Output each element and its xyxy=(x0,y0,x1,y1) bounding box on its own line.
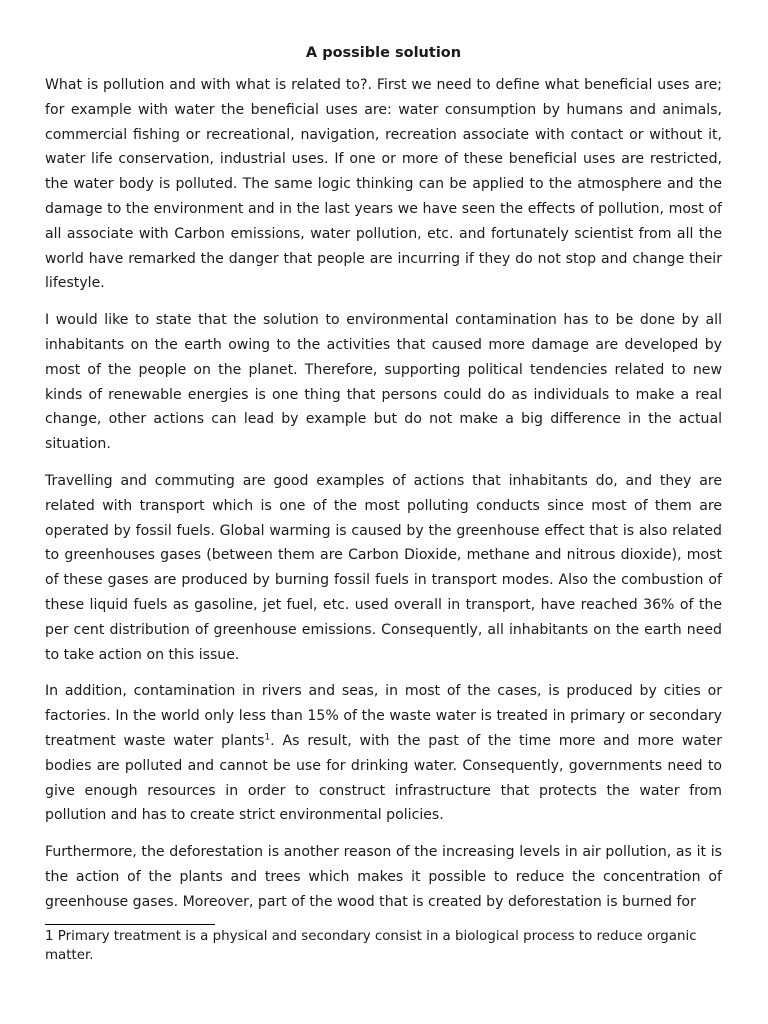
paragraph-text-after-ref: . As result, with the past of the time more and more water bodies are polluted and cannot be use for drinking water. Consequently, governments need to give enough resources in order to construct infrastructure that protects the water from pollution and has to create strict environmental policies. xyxy=(45,732,722,824)
paragraph-transport: Travelling and commuting are good examples of actions that inhabitants do, and they are related with transport which is one of the most polluting conducts since most of them are operated by fossil fuels. Global warming is caused by the greenhouse effect that is also related to greenhouses gases (between them are Carbon Dioxide, methane and nitrous dioxide), most of these gases are produced by burning fossil fuels in transport modes. Also the combustion of these liquid fuels as gasoline, jet fuel, etc. used overall in transport, have reached 36% of the per cent distribution of greenhouse emissions. Consequently, all inhabitants on the earth need to take action on this issue. xyxy=(45,472,722,663)
paragraph-water-contamination xyxy=(45,679,722,828)
paragraph-pollution-definition: What is pollution and with what is related to?. First we need to define what beneficial uses are; for example with water the beneficial uses are: water consumption by humans and animals, commercial fishing or recreational, navigation, recreation associate with contact or without it, water life conservation, industrial uses. If one or more of these beneficial uses are restricted, the water body is polluted. The same logic thinking can be applied to the atmosphere and the damage to the environment and in the last years we have seen the effects of pollution, most of all associate with Carbon emissions, water pollution, etc. and fortunately scientist from all the world have remarked the danger that people are incurring if they do not stop and change their lifestyle. xyxy=(45,77,722,292)
footnote-reference[interactable]: 1 xyxy=(264,732,271,743)
paragraph-solution-statement: I would like to state that the solution to environmental contamination has to be done by all inhabitants on the earth owing to the activities that caused more damage are developed by most of the people on the planet. Therefore, supporting political tendencies related to new kinds of renewable energies is one thing that persons could do as individuals to make a real change, other actions can lead by example but do not make a big difference in the actual situation. xyxy=(45,312,722,453)
document-title: A possible solution xyxy=(305,45,462,61)
document-page xyxy=(45,42,722,927)
footnote: 1 Primary treatment is a physical and secondary consist in a biological process to reduce organic matter. xyxy=(45,929,697,963)
paragraph-deforestation: Furthermore, the deforestation is another reason of the increasing levels in air pollution, as it is the action of the plants and trees which makes it possible to reduce the concentration of greenhouse gases. Moreover, part of the wood that is created by deforestation is burned for xyxy=(45,844,722,910)
paragraph-text-before-ref: In addition, contamination in rivers and seas, in most of the cases, is produced by cities or factories. In the world only less than 15% of the waste water is treated in primary or secondary treatment waste water plants xyxy=(45,683,722,749)
footnote-separator xyxy=(45,924,215,925)
